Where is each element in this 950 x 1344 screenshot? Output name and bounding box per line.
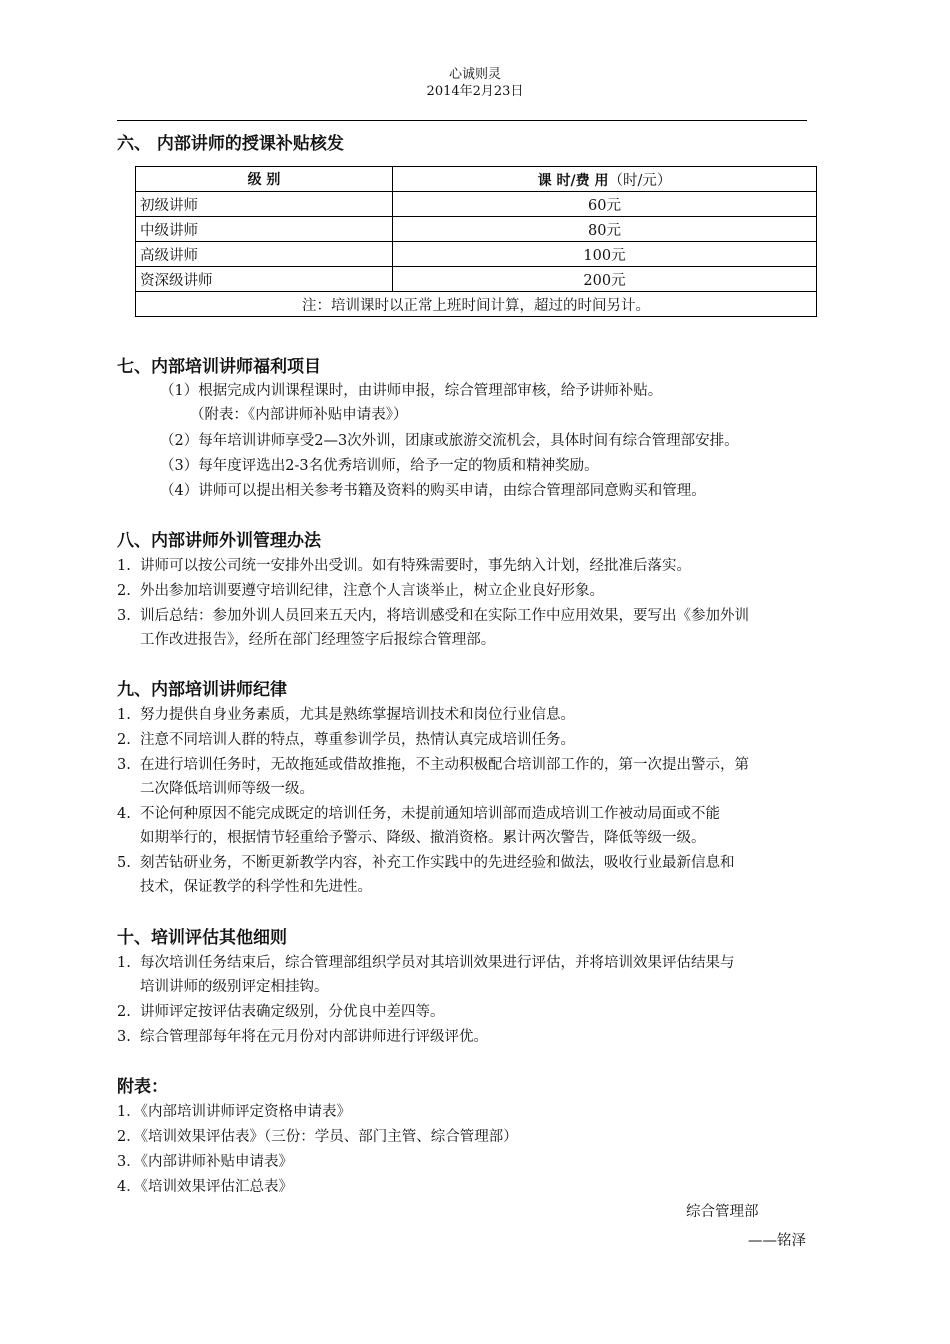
col-fee-header [393,167,817,192]
row-fee: 100元 [393,242,817,267]
fee-table [135,166,817,317]
list-number: 4. [117,806,131,822]
list-item: （4）讲师可以提出相关参考书籍及资料的购买申请，由综合管理部同意购买和管理。 [160,483,706,499]
list-item: 努力提供自身业务素质，尤其是熟练掌握培训技术和岗位行业信息。 [140,707,575,723]
list-item: 注意不同培训人群的特点，尊重参训学员，热情认真完成培训任务。 [140,732,575,748]
list-item: 每次培训任务结束后，综合管理部组织学员对其培训效果进行评估，并将培训效果评估结果与 [140,955,735,971]
section-9-title: 九、内部培训讲师纪律 [117,680,287,700]
row-fee: 60元 [393,192,817,217]
list-number: 2. [117,732,131,748]
appendix-item: 4．《培训效果评估汇总表》 [117,1179,293,1195]
section-6-title: 六、 内部讲师的授课补贴核发 [117,134,344,154]
list-item: 在进行培训任务时，无故拖延或借故推拖，不主动积极配合培训部工作的，第一次提出警示，第 [140,757,749,773]
col-fee-bold: 课 时/费 用 [537,172,609,189]
list-number: 3. [117,757,131,773]
list-item: 讲师可以按公司统一安排外出受训。如有特殊需要时，事先纳入计划，经批准后落实。 [140,558,691,574]
table-row [136,242,817,267]
signature-author: ——铭泽 [748,1233,806,1249]
row-level: 高级讲师 [136,242,393,267]
signature-department: 综合管理部 [686,1204,759,1220]
row-fee: 200元 [393,267,817,292]
list-number: 2. [117,1004,131,1020]
list-number: 3. [117,608,131,624]
list-item-continued: 工作改进报告》，经所在部门经理签字后报综合管理部。 [140,632,496,648]
section-10-title: 十、培训评估其他细则 [117,928,287,948]
appendix-item: 2．《培训效果评估表》（三份：学员、部门主管、综合管理部） [117,1129,518,1145]
list-item: 训后总结：参加外训人员回来五天内，将培训感受和在实际工作中应用效果，要写出《参加外训 [140,608,749,624]
list-item-continued: 二次降低培训师等级一级。 [140,781,314,797]
appendix-item: 3．《内部讲师补贴申请表》 [117,1154,293,1170]
list-number: 1. [117,558,131,574]
list-item: （附表：《内部讲师补贴申请表》） [190,407,408,423]
table-note: 注：培训课时以正常上班时间计算，超过的时间另计。 [136,292,817,317]
list-item: 综合管理部每年将在元月份对内部讲师进行评级评优。 [140,1029,488,1045]
list-number: 3. [117,1029,131,1045]
list-item: 外出参加培训要遵守培训纪律，注意个人言谈举止，树立企业良好形象。 [140,583,604,599]
col-fee-unit: （时/元） [608,172,672,189]
table-note-row [136,292,817,317]
list-item: 讲师评定按评估表确定级别，分优良中差四等。 [140,1004,445,1020]
col-level-header: 级 别 [136,167,393,192]
header-date: 2014年2月23日 [426,84,524,99]
list-item: （3）每年度评选出2-3名优秀培训师，给予一定的物质和精神奖励。 [160,458,599,474]
row-fee: 80元 [393,217,817,242]
appendix-item: 1．《内部培训讲师评定资格申请表》 [117,1104,351,1120]
section-7-title: 七、内部培训讲师福利项目 [117,357,321,377]
table-row [136,192,817,217]
header-rule [117,120,807,121]
list-number: 5. [117,855,131,871]
list-number: 1. [117,707,131,723]
appendix-title: 附表： [117,1077,168,1097]
list-item-continued: 培训讲师的级别评定相挂钩。 [140,979,329,995]
row-level: 初级讲师 [136,192,393,217]
list-item: （2）每年培训讲师享受2—3次外训，团康或旅游交流机会，具体时间有综合管理部安排。 [160,433,739,449]
header-motto: 心诚则灵 [448,67,501,82]
list-number: 1. [117,955,131,971]
list-item: 不论何种原因不能完成既定的培训任务，未提前通知培训部而造成培训工作被动局面或不能 [140,806,720,822]
list-item-continued: 如期举行的，根据情节轻重给予警示、降级、撤消资格。累计两次警告，降低等级一级。 [140,830,706,846]
row-level: 资深级讲师 [136,267,393,292]
fee-table-header [136,167,817,192]
list-number: 2. [117,583,131,599]
list-item-continued: 技术，保证教学的科学性和先进性。 [140,879,372,895]
table-row [136,267,817,292]
list-item: 刻苦钻研业务，不断更新教学内容，补充工作实践中的先进经验和做法，吸收行业最新信息和 [140,855,735,871]
list-item: （1）根据完成内训课程课时，由讲师申报，综合管理部审核，给予讲师补贴。 [160,383,663,399]
table-row [136,217,817,242]
row-level: 中级讲师 [136,217,393,242]
section-8-title: 八、内部讲师外训管理办法 [117,531,321,551]
